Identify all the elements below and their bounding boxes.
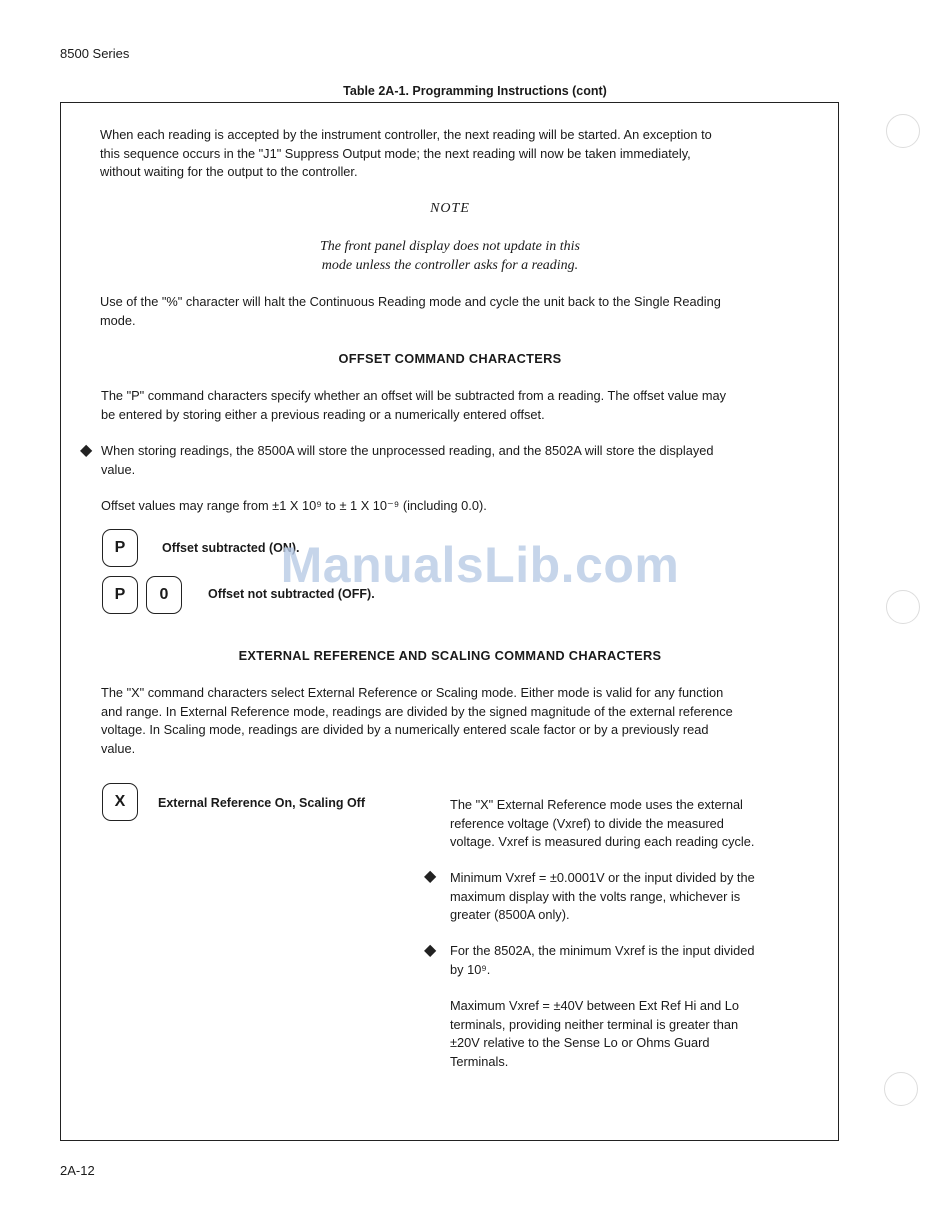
text-line: When storing readings, the 8500A will store the unprocessed reading, and the 8502A will store the displayed bbox=[101, 443, 714, 458]
text-line: Maximum Vxref = ±40V between Ext Ref Hi and Lo bbox=[450, 998, 740, 1013]
text-line: and range. In External Reference mode, readings are divided by the signed magnitude of the external reference bbox=[101, 703, 733, 719]
diamond-bullet-icon: ◆ bbox=[424, 868, 437, 885]
text-line: maximum display with the volts range, whichever is bbox=[450, 888, 741, 904]
text-line: When each reading is accepted by the instrument controller, the next reading will be started. An exception to bbox=[100, 127, 712, 142]
text-line: The "X" command characters select External Reference or Scaling mode. Either mode is valid for any function bbox=[101, 685, 724, 700]
text-line: voltage. Vxref is measured during each reading cycle. bbox=[450, 834, 755, 849]
text-line: reference voltage (Vxref) to divide the measured bbox=[450, 815, 724, 831]
text-line: terminals, providing neither terminal is greater than bbox=[450, 1016, 739, 1032]
text-line: Minimum Vxref = ±0.0001V or the input divided by the bbox=[450, 870, 755, 885]
key-p: P bbox=[102, 529, 138, 567]
text-line: greater (8500A only). bbox=[450, 907, 570, 922]
series-label: 8500 Series bbox=[60, 46, 130, 61]
key-0: 0 bbox=[146, 576, 182, 614]
note-line: mode unless the controller asks for a reading. bbox=[321, 258, 579, 273]
external-heading: EXTERNAL REFERENCE AND SCALING COMMAND CHARACTERS bbox=[238, 648, 662, 663]
text-line: value. bbox=[101, 740, 136, 756]
text-line: be entered by storing either a previous reading or a numerically entered offset. bbox=[101, 406, 545, 422]
xref-description bbox=[450, 796, 802, 852]
offset-paragraph bbox=[101, 387, 811, 424]
page-number: 2A-12 bbox=[60, 1163, 95, 1178]
binder-hole bbox=[884, 1072, 918, 1106]
diamond-bullet-icon: ◆ bbox=[424, 942, 437, 959]
intro-paragraph bbox=[100, 126, 800, 182]
key-x: X bbox=[102, 783, 138, 821]
table-title: Table 2A-1. Programming Instructions (cont) bbox=[343, 84, 607, 98]
binder-hole bbox=[886, 590, 920, 624]
offset-heading: OFFSET COMMAND CHARACTERS bbox=[338, 351, 562, 366]
maximum-vxref bbox=[450, 997, 800, 1071]
offset-range: Offset values may range from ±1 X 10⁹ to ± 1 X 10⁻⁹ (including 0.0). bbox=[101, 498, 487, 513]
text-line: mode. bbox=[100, 312, 136, 328]
text-line: voltage. In Scaling mode, readings are divided by a numerically entered scale factor or by a previously read bbox=[101, 722, 709, 737]
watermark: ManualsLib.com bbox=[280, 537, 680, 593]
note-body bbox=[0, 237, 900, 275]
text-line: ±20V relative to the Sense Lo or Ohms Guard bbox=[450, 1035, 710, 1050]
text-line: The "P" command characters specify whether an offset will be subtracted from a reading. The offset value may bbox=[101, 388, 727, 403]
minimum-vxref bbox=[450, 869, 802, 925]
offset-off-label: Offset not subtracted (OFF). bbox=[208, 587, 375, 601]
text-line: without waiting for the output to the controller. bbox=[100, 164, 358, 179]
external-ref-label: External Reference On, Scaling Off bbox=[158, 796, 366, 810]
text-line: Use of the "%" character will halt the Continuous Reading mode and cycle the unit back to the Single Reading bbox=[100, 294, 721, 309]
text-line: value. bbox=[101, 461, 136, 477]
minimum-vxref-8502a bbox=[450, 942, 802, 979]
storing-paragraph bbox=[101, 442, 811, 479]
external-paragraph bbox=[101, 684, 799, 758]
text-line: by 10⁹. bbox=[450, 961, 491, 977]
binder-hole bbox=[886, 114, 920, 148]
percent-paragraph bbox=[100, 293, 810, 330]
text-line: Terminals. bbox=[450, 1053, 509, 1069]
text-line: this sequence occurs in the "J1" Suppress Output mode; the next reading will now be taken immediately, bbox=[100, 145, 691, 161]
note-line: The front panel display does not update in this bbox=[319, 239, 581, 254]
text-line: For the 8502A, the minimum Vxref is the input divided bbox=[450, 943, 755, 958]
note-title: NOTE bbox=[430, 201, 470, 216]
text-line: The "X" External Reference mode uses the external bbox=[450, 797, 743, 812]
diamond-bullet-icon: ◆ bbox=[80, 442, 93, 459]
offset-on-label: Offset subtracted (ON). bbox=[162, 541, 300, 555]
key-p: P bbox=[102, 576, 138, 614]
